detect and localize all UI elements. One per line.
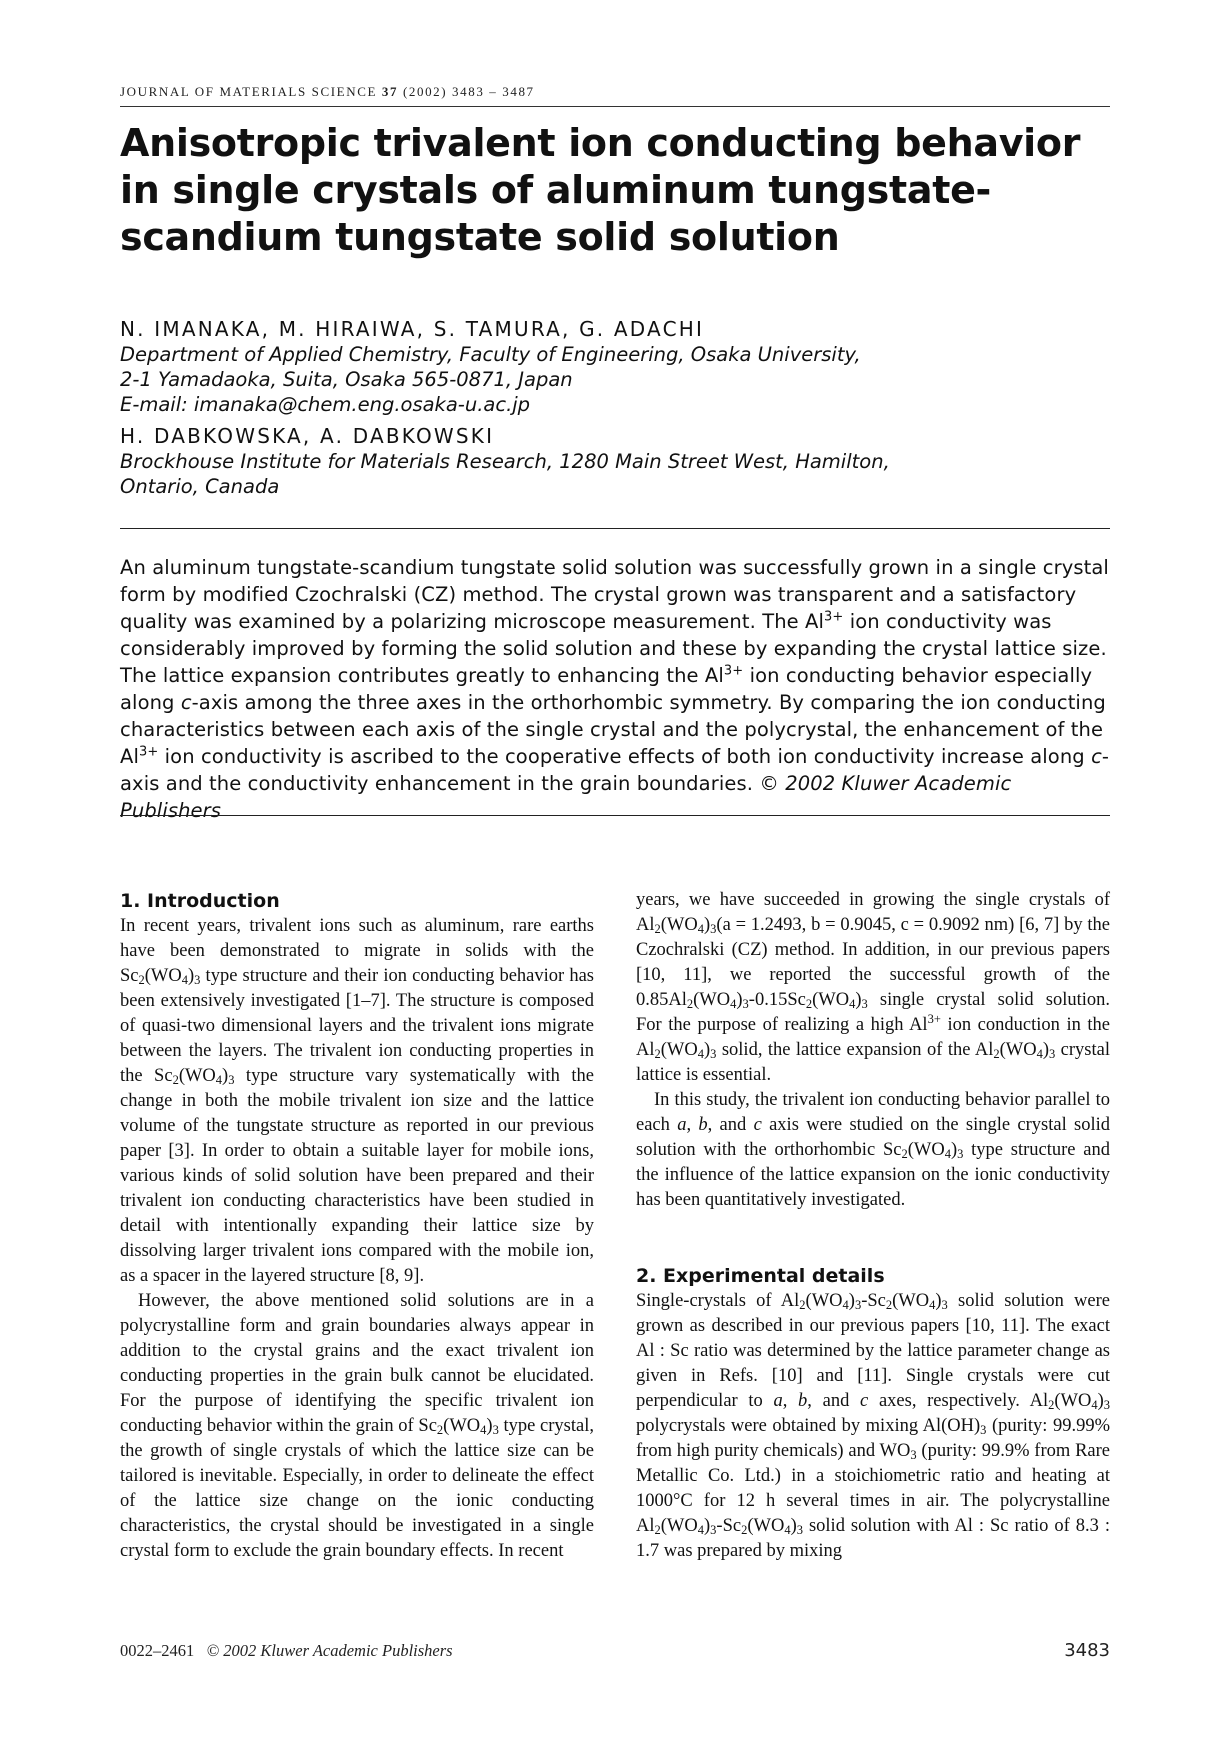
abstract-copyright: © 2002 Kluwer Academic Publishers (120, 772, 1012, 822)
divider (120, 815, 1110, 816)
paper-page (120, 0, 1110, 1748)
paragraph: In this study, the trivalent ion conducting behavior parallel to each a, b, and c axis were studied on the single crystal solid solution with the orthorhombic $Sc_2(WO_4)_3$ type structure and the influence of the lattice expansion on the ionic conductivity has been quantitatively investigated. (636, 1090, 1110, 1210)
abstract: An aluminum tungstate-scandium tungstate solid solution was successfully grown in a single crystal form by modified Czochralski (CZ) method. The crystal grown was transparent and a satisfactory quality was examined by a polarizing microscope measurement. The $Al^{3+}$ ion conductivity was considerably improved by forming the solid solution and these by expanding the crystal lattice size. The lattice expansion contributes greatly to enhancing the $Al^{3+}$ ion conducting behavior especially along c-axis among the three axes in the orthorhombic symmetry. By comparing the ion conducting characteristics between each axis of the single crystal and the polycrystal, the enhancement of the $Al^{3+}$ ion conductivity is ascribed to the cooperative effects of both ion conductivity increase along c-axis and the conductivity enhancement in the grain boundaries. © 2002 Kluwer Academic Publishers (120, 556, 1110, 822)
affiliation-line: Ontario, Canada (120, 475, 280, 498)
affiliation-line: 2-1 Yamadaoka, Suita, Osaka 565-0871, Japan (120, 368, 573, 391)
divider (120, 528, 1110, 529)
paper-title: Anisotropic trivalent ion conducting behavior in single crystals of aluminum tungstate-scandium tungstate solid solution (120, 121, 1081, 259)
footer-issn (120, 1641, 453, 1661)
footer-publisher: © 2002 Kluwer Academic Publishers (206, 1641, 453, 1660)
paragraph: years, we have succeeded in growing the single crystals of $Al_2(WO_4)_3(a = 1.2493$, b = 0.9045, c = 0.9092 nm) [6, 7] by the Czochralski (CZ) method. In addition, in our previous papers [10, 11], we reported the successful growth of the $0.85Al_2(WO_4)_3-0.15Sc_2(WO_4)_3$ single crystal solid solution. For the purpose of realizing a high $Al^{3+}$ ion conduction in the $Al_2(WO_4)_3$ solid, the lattice expansion of the $Al_2(WO_4)_3$ crystal lattice is essential. (636, 890, 1111, 1085)
issn: 0022–2461 (120, 1641, 195, 1660)
author-section (120, 316, 1110, 499)
section-heading: 1. Introduction (120, 890, 280, 912)
section-heading: 2. Experimental details (636, 1265, 885, 1287)
affiliation-line: Brockhouse Institute for Materials Research, 1280 Main Street West, Hamilton, (120, 450, 890, 473)
affiliation-line: Department of Applied Chemistry, Faculty of Engineering, Osaka University, (120, 343, 861, 366)
email-line[interactable]: E-mail: imanaka@chem.eng.osaka-u.ac.jp (120, 393, 531, 416)
page-number: 3483 (1064, 1640, 1110, 1661)
journal-header (120, 84, 1110, 107)
author-names: N. IMANAKA, M. HIRAIWA, S. TAMURA, G. ADACHI (120, 317, 705, 341)
right-column (636, 888, 1110, 1564)
paragraph: However, the above mentioned solid solutions are in a polycrystalline form and grain boundaries always appear in addition to the crystal grains and the exact trivalent ion conducting properties in the grain bulk cannot be elucidated. For the purpose of identifying the specific trivalent ion conducting behavior within the grain of $Sc_2(WO_4)_3$ type crystal, the growth of single crystals of which the lattice size can be tailored is inevitable. Especially, in order to delineate the effect of the lattice size change on the ionic conducting characteristics, the crystal should be investigated in a single crystal form to exclude the grain boundary effects. In recent (120, 1291, 594, 1561)
journal-volume: 37 (381, 84, 399, 99)
journal-name: JOURNAL OF MATERIALS SCIENCE (120, 84, 378, 99)
author-group-1 (120, 316, 1110, 417)
paragraph: Single-crystals of $Al_2(WO_4)_3-Sc_2(WO_4)_3$ solid solution were grown as described in our previous papers [10, 11]. The exact Al : Sc ratio was determined by the lattice parameter change as given in Refs. [10] and [11]. Single crystals were cut perpendicular to a, b, and c axes, respectively. $Al_2(WO_4)_3$ polycrystals were obtained by mixing $Al(OH)_3$ (purity: 99.99% from high purity chemicals) and $WO_3$ (purity: 99.9% from Rare Metallic Co. Ltd.) in a stoichiometric ratio and heating at 1000°C for 12 h several times in air. The polycrystalline $Al_2(WO_4)_3-Sc_2(WO_4)_3$ solid solution with Al : Sc ratio of 8.3 : 1.7 was prepared by mixing (636, 1291, 1111, 1561)
left-column (120, 888, 594, 1564)
paragraph: In recent years, trivalent ions such as aluminum, rare earths have been demonstrated to migrate in solids with the $Sc_2(WO_4)_3$ type structure and their ion conducting behavior has been extensively investigated [1–7]. The structure is composed of quasi-two dimensional layers and the trivalent ions migrate between the layers. The trivalent ion conducting properties in the $Sc_2(WO_4)_3$ type structure vary systematically with the change in both the mobile trivalent ion size and the lattice volume of the tungstate structure as reported in our previous paper [3]. In order to obtain a suitable layer for mobile ions, various kinds of solid solution have been prepared and their trivalent ion conducting characteristics have been studied in detail with intentionally expanding their lattice size by dissolving larger trivalent ions compared with the mobile ion, as a spacer in the layered structure [8, 9]. (120, 916, 594, 1286)
journal-year-pages: (2002) 3483 – 3487 (402, 84, 535, 99)
author-group-2 (120, 423, 1110, 499)
author-names: H. DABKOWSKA, A. DABKOWSKI (120, 424, 495, 448)
